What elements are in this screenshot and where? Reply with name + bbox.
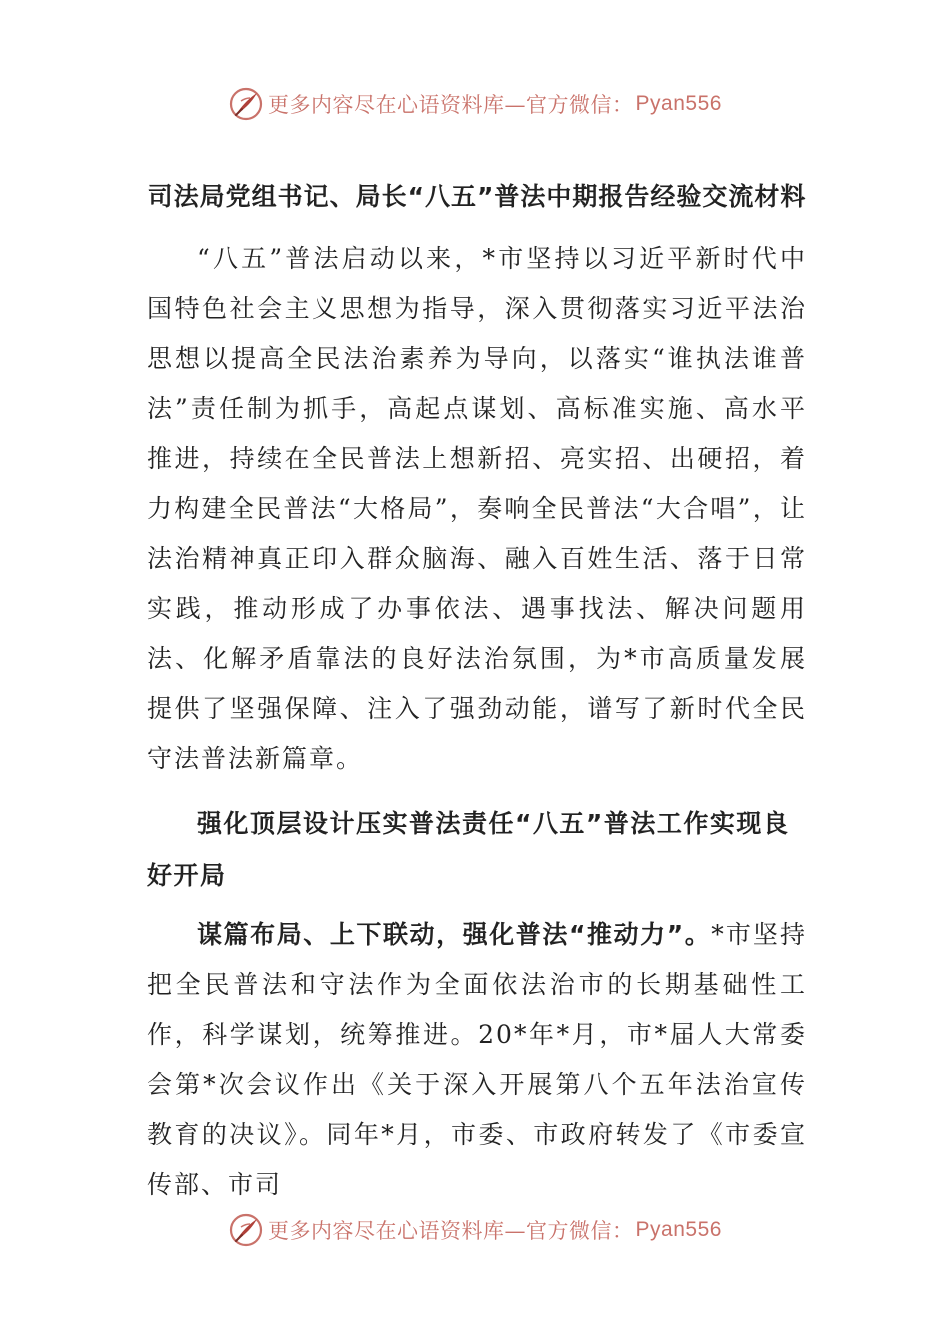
intro-paragraph: “八五”普法启动以来，*市坚持以习近平新时代中国特色社会主义思想为指导，深入贯彻落实习近平法治思想以提高全民法治素养为导向，以落实“谁执法谁普法”责任制为抓手，高起点谋划、高标准实施、高水平推进，持续在全民普法上想新招、亮实招、出硬招，着力构建全民普法“大格局”，奏响全民普法“大合唱”，让法治精神真正印入群众脑海、融入百姓生活、落于日常实践，推动形成了办事依法、遇事找法、解决问题用法、化解矛盾靠法的良好法治氛围，为*市高质量发展提供了坚强保障、注入了强劲动能，谱写了新时代全民守法普法新篇章。 xyxy=(147,244,807,773)
quill-logo-icon xyxy=(228,1212,264,1248)
header-watermark-banner xyxy=(0,82,950,126)
quill-logo-icon xyxy=(228,86,264,122)
document-body xyxy=(147,168,807,1210)
section-heading: 强化顶层设计压实普法责任“八五”普法工作实现良好开局 xyxy=(147,809,790,890)
header-banner-text: 更多内容尽在心语资料库—官方微信： xyxy=(268,93,634,117)
section-paragraph xyxy=(147,910,807,1210)
footer-banner-text: 更多内容尽在心语资料库—官方微信： xyxy=(268,1219,634,1243)
section-paragraph-lead: 谋篇布局、上下联动，强化普法“推动力”。 xyxy=(197,920,712,949)
footer-watermark-banner xyxy=(0,1208,950,1252)
header-banner-wechat-id: Pyan556 xyxy=(635,92,722,115)
section-paragraph-body: *市坚持把全民普法和守法作为全面依法治市的长期基础性工作，科学谋划，统筹推进。20*年*月，市*届人大常委会第*次会议作出《关于深入开展第八个五年法治宣传教育的决议》。同年*月，市委、市政府转发了《市委宣传部、市司 xyxy=(147,920,807,1199)
footer-banner-wechat-id: Pyan556 xyxy=(635,1218,722,1241)
document-title: 司法局党组书记、局长“八五”普法中期报告经验交流材料 xyxy=(147,182,807,211)
